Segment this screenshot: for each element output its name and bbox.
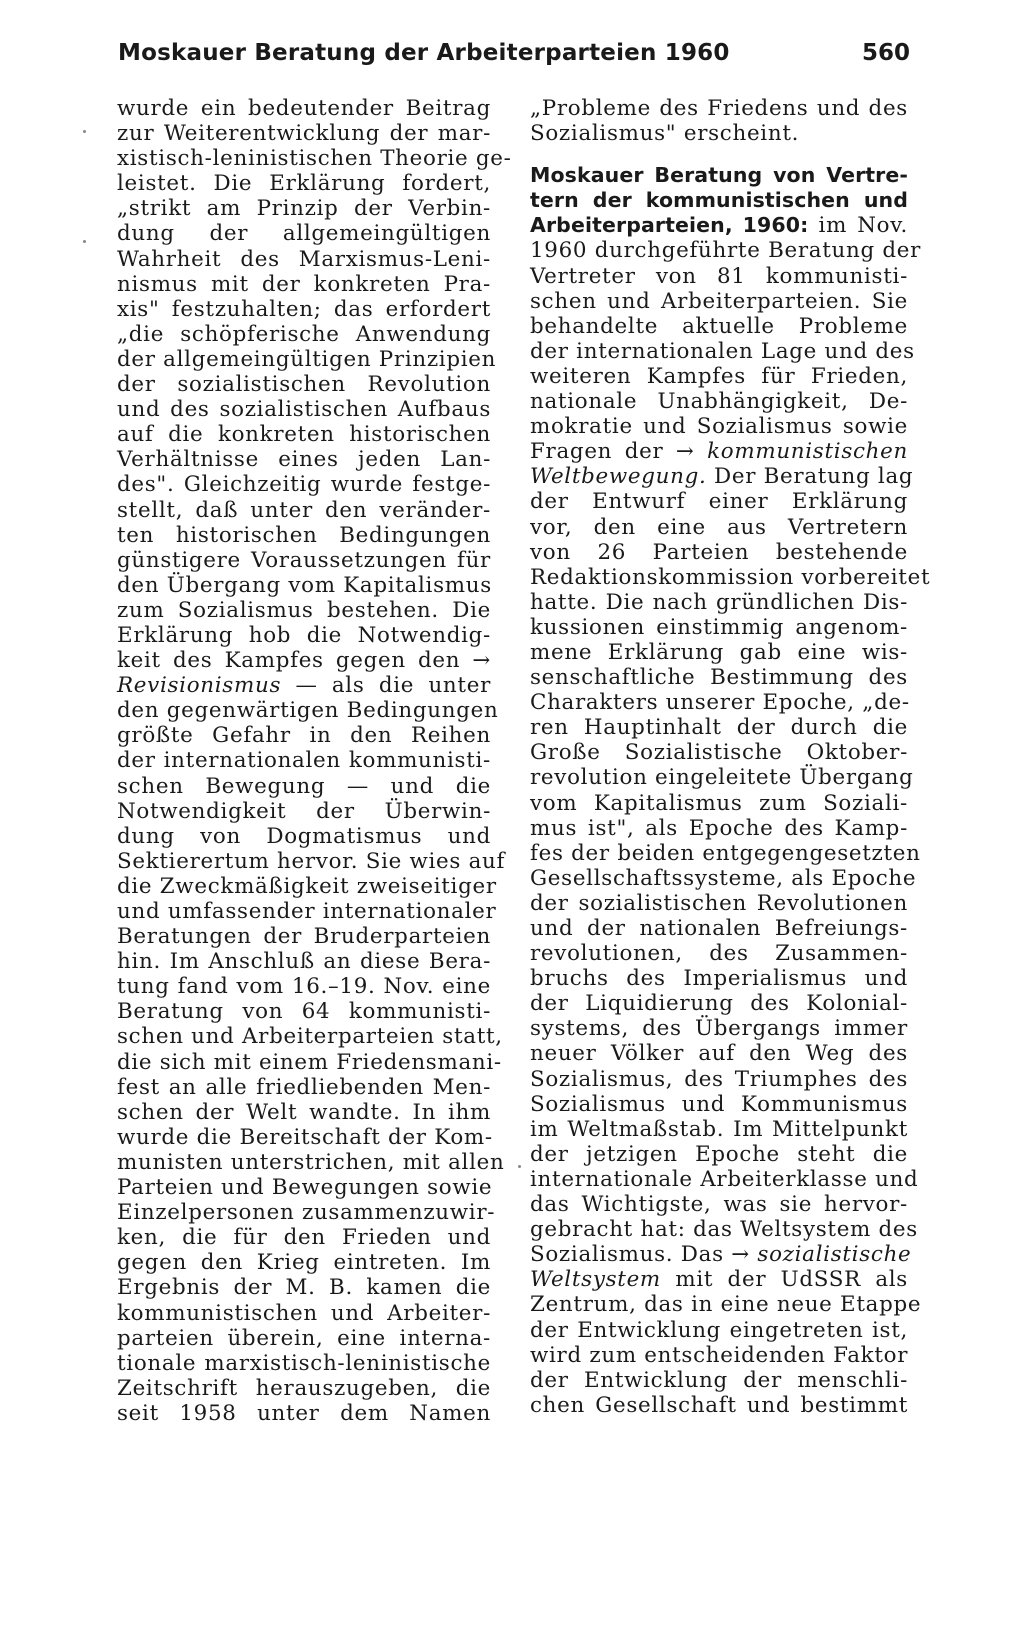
text-line: Große Sozialistische Oktober-	[530, 740, 908, 766]
text-line: Beratung von 64 kommunisti-	[117, 999, 491, 1025]
text-line	[530, 1267, 908, 1292]
text-line: xis" festzuhalten; das erfordert	[117, 296, 491, 322]
text-line: vor, den eine aus Vertretern	[530, 514, 908, 540]
cross-reference-term: sozialistische	[757, 1242, 912, 1268]
text-line: der sozialistischen Revolution	[117, 372, 491, 398]
text-line: nismus mit der konkreten Pra-	[117, 271, 491, 297]
text-line: internationale Arbeiterklasse und	[530, 1166, 919, 1192]
text-line: senschaftliche Bestimmung des	[530, 665, 908, 691]
print-speck	[83, 130, 86, 133]
text-line: vom Kapitalismus zum Soziali-	[530, 790, 908, 816]
text-line: und der nationalen Befreiungs-	[530, 916, 908, 941]
text-line: zur Weiterentwicklung der mar-	[117, 121, 491, 147]
entry-heading-text: tern der kommunistischen und	[530, 188, 908, 213]
cross-reference-term: kommunistischen	[707, 439, 908, 465]
text-fragment: — als die unter	[281, 673, 491, 699]
text-line: Charakters unserer Epoche, „de-	[530, 690, 910, 716]
entry-heading-line	[530, 188, 908, 213]
text-line: dung der allgemeingültigen	[117, 221, 491, 247]
text-line: der Entwicklung eingetreten ist,	[530, 1317, 908, 1343]
text-line: revolution eingeleitete Übergang	[530, 765, 914, 791]
text-line: die Zweckmäßigkeit zweiseitiger	[117, 873, 497, 899]
text-line: parteien überein, eine interna-	[117, 1325, 491, 1351]
text-line: der sozialistischen Revolutionen	[530, 890, 908, 916]
text-fragment: im Nov.	[808, 213, 908, 239]
entry-heading-text: Arbeiterparteien, 1960:	[530, 213, 809, 238]
text-line	[530, 1242, 912, 1268]
text-line: stellt, daß unter den veränder-	[117, 497, 491, 523]
text-line	[117, 673, 491, 698]
text-line: Gesellschaftssysteme, als Epoche	[530, 865, 917, 891]
text-line: wurde ein bedeutender Beitrag	[117, 96, 491, 121]
text-line: Ergebnis der M. B. kamen die	[117, 1275, 491, 1301]
text-line: Wahrheit des Marxismus-Leni-	[117, 246, 491, 272]
running-title: Moskauer Beratung der Arbeiterparteien 1960	[118, 40, 730, 66]
text-line: weiteren Kampfes für Frieden,	[530, 363, 908, 389]
text-line: und des sozialistischen Aufbaus	[117, 397, 491, 423]
text-line: und umfassender internationaler	[117, 899, 497, 924]
text-line: bruchs des Imperialismus und	[530, 966, 908, 992]
text-line: neuer Völker auf den Weg des	[530, 1041, 908, 1067]
text-line: der Entwicklung der menschli-	[530, 1367, 908, 1393]
text-line: der internationalen Lage und des	[530, 338, 915, 364]
cross-reference-term: Revisionismus	[117, 673, 282, 699]
text-line: „Probleme des Friedens und des	[530, 96, 908, 121]
text-line: von 26 Parteien bestehende	[530, 539, 908, 565]
text-line: 1960 durchgeführte Beratung der	[530, 238, 922, 264]
print-speck	[518, 1165, 521, 1168]
cross-reference-term: Weltsystem	[530, 1267, 661, 1293]
text-line: den gegenwärtigen Bedingungen	[117, 698, 499, 724]
text-line: tung fand vom 16.–19. Nov. eine	[117, 974, 491, 1000]
right-column	[530, 96, 931, 1418]
text-line: ten historischen Bedingungen	[117, 522, 491, 548]
text-line: „die schöpferische Anwendung	[117, 321, 491, 347]
cross-reference-term: Weltbewegung.	[530, 464, 707, 490]
text-line: Beratungen der Bruderparteien	[117, 924, 491, 950]
text-line: der Entwurf einer Erklärung	[530, 489, 908, 515]
text-line: die sich mit einem Friedensmani-	[117, 1049, 502, 1075]
text-line: „strikt am Prinzip der Verbin-	[117, 196, 491, 222]
text-fragment: Der Beratung lag	[706, 464, 914, 490]
text-line: dung von Dogmatismus und	[117, 823, 491, 849]
text-line: auf die konkreten historischen	[117, 422, 491, 448]
text-line: Verhältnisse eines jeden Lan-	[117, 447, 491, 473]
text-line: der allgemeingültigen Prinzipien	[117, 346, 497, 372]
text-line: Zentrum, das in eine neue Etappe	[530, 1292, 922, 1318]
text-line: seit 1958 unter dem Namen	[117, 1400, 491, 1426]
entry-heading-text: Moskauer Beratung von Vertre-	[530, 163, 908, 188]
text-line: behandelte aktuelle Probleme	[530, 313, 908, 339]
text-line: größte Gefahr in den Reihen	[117, 723, 491, 749]
text-line: Notwendigkeit der Überwin-	[117, 798, 491, 824]
left-column	[117, 96, 512, 1426]
text-line: nationale Unabhängigkeit, De-	[530, 389, 908, 415]
text-line: chen Gesellschaft und bestimmt	[530, 1392, 908, 1418]
text-line: systems, des Übergangs immer	[530, 1016, 908, 1042]
text-line: Sozialismus und Kommunismus	[530, 1091, 908, 1117]
text-line: schen und Arbeiterparteien. Sie	[530, 288, 908, 314]
text-line: Zeitschrift herauszugeben, die	[117, 1375, 491, 1401]
text-fragment: Fragen der →	[530, 439, 708, 465]
text-line: ken, die für den Frieden und	[117, 1225, 491, 1251]
text-line: xistisch-leninistischen Theorie ge-	[117, 146, 512, 172]
text-line: kussionen einstimmig angenom-	[530, 614, 908, 640]
text-fragment: mit der UdSSR als	[660, 1267, 908, 1293]
text-line: fest an alle friedliebenden Men-	[117, 1074, 491, 1100]
text-line: leistet. Die Erklärung fordert,	[117, 171, 491, 197]
text-line: schen und Arbeiterparteien statt,	[117, 1024, 503, 1050]
text-line: der internationalen kommunisti-	[117, 748, 491, 774]
page-number: 560	[861, 40, 910, 66]
text-line: Parteien und Bewegungen sowie	[117, 1175, 493, 1201]
text-line: wird zum entscheidenden Faktor	[530, 1342, 909, 1368]
entry-heading-line	[530, 163, 908, 188]
entry-heading-line	[530, 213, 908, 238]
text-line: tionale marxistisch-leninistische	[117, 1350, 491, 1376]
text-line: im Weltmaßstab. Im Mittelpunkt	[530, 1116, 908, 1142]
text-line: Sozialismus, des Triumphes des	[530, 1066, 908, 1092]
text-fragment: Sozialismus. Das →	[530, 1242, 758, 1268]
text-line: kommunistischen und Arbeiter-	[117, 1300, 491, 1326]
text-line: Sektierertum hervor. Sie wies auf	[117, 848, 506, 874]
text-line: Vertreter von 81 kommunisti-	[530, 263, 908, 289]
page-header	[118, 40, 910, 80]
text-line: schen Bewegung — und die	[117, 773, 491, 799]
text-line: Sozialismus" erscheint.	[530, 121, 800, 147]
text-line: günstigere Voraussetzungen für	[117, 547, 491, 573]
text-line: Redaktionskommission vorbereitet	[530, 564, 931, 590]
text-line: gegen den Krieg eintreten. Im	[117, 1250, 491, 1276]
text-line: fes der beiden entgegengesetzten	[530, 840, 921, 866]
text-line: munisten unterstrichen, mit allen	[117, 1149, 505, 1175]
text-line: zum Sozialismus bestehen. Die	[117, 597, 491, 623]
text-line: wurde die Bereitschaft der Kom-	[117, 1124, 493, 1150]
text-line: mus ist", als Epoche des Kamp-	[530, 815, 908, 841]
text-line	[530, 439, 908, 464]
text-line: das Wichtigste, was sie hervor-	[530, 1192, 908, 1218]
text-line: keit des Kampfes gegen den →	[117, 648, 491, 674]
text-line	[530, 464, 914, 490]
text-line: ren Hauptinhalt der durch die	[530, 715, 908, 741]
text-line: schen der Welt wandte. In ihm	[117, 1099, 491, 1125]
text-line: den Übergang vom Kapitalismus	[117, 572, 492, 598]
text-line: revolutionen, des Zusammen-	[530, 941, 908, 967]
text-line: gebracht hat: das Weltsystem des	[530, 1217, 918, 1243]
text-line: mokratie und Sozialismus sowie	[530, 414, 908, 440]
text-line: hin. Im Anschluß an diese Bera-	[117, 949, 491, 975]
text-line: des". Gleichzeitig wurde festge-	[117, 472, 491, 498]
print-speck	[83, 240, 86, 243]
text-line: Einzelpersonen zusammenzuwir-	[117, 1200, 496, 1226]
text-line: der jetzigen Epoche steht die	[530, 1141, 908, 1167]
text-line: Erklärung hob die Notwendig-	[117, 622, 491, 648]
text-line: mene Erklärung gab eine wis-	[530, 639, 908, 665]
text-line: hatte. Die nach gründlichen Dis-	[530, 589, 908, 615]
text-line: der Liquidierung des Kolonial-	[530, 991, 908, 1017]
